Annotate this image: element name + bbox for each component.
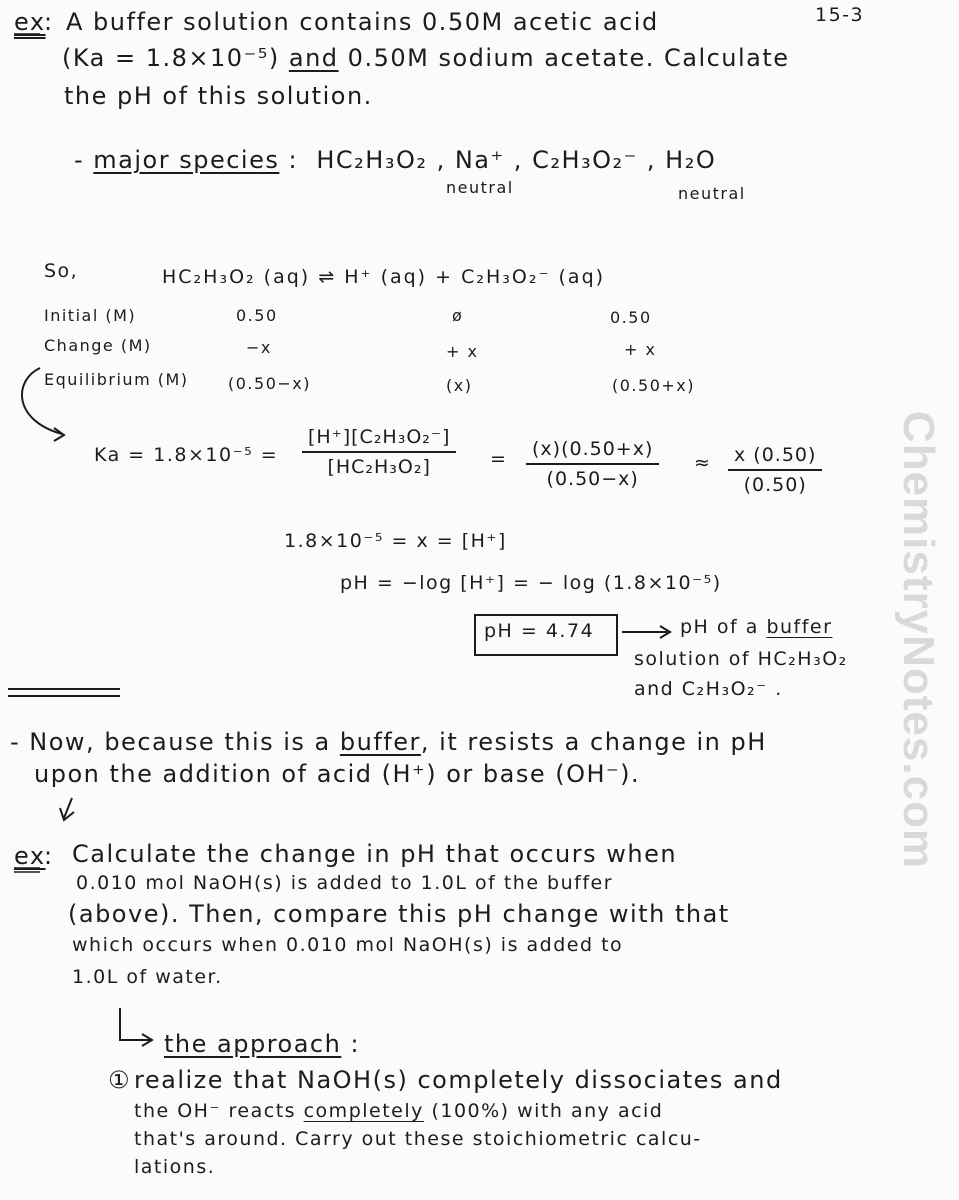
ice-cell: −x [246, 338, 272, 357]
buffer-note-line2: upon the addition of acid (H⁺) or base (OH⁻). [34, 760, 641, 788]
ka-fraction-approx: $\frac{x (0.50)}{(0.50)}$ [728, 444, 822, 496]
example1-line1: A buffer solution contains 0.50M acetic acid [66, 8, 659, 36]
solve-line1: 1.8×10⁻⁵ = x = [H⁺] [284, 530, 507, 552]
ka-fraction-ice: $\frac{(x)(0.50+x)}{(0.50-x)}$ [526, 438, 659, 490]
example2-line4: which occurs when 0.010 mol NaOH(s) is added to [72, 934, 624, 956]
page-number: 15-3 [815, 4, 865, 26]
answer-note-line3: and C₂H₃O₂⁻ . [634, 678, 783, 700]
example1-line3: the pH of this solution. [64, 82, 373, 110]
ice-row-label: Initial (M) [44, 306, 137, 325]
double-underline [14, 34, 40, 38]
example2-line2: 0.010 mol NaOH(s) is added to 1.0L of the buffer [76, 872, 614, 894]
approx-sign: ≈ [694, 452, 712, 474]
reaction-equation: HC₂H₃O₂ (aq) ⇌ H⁺ (aq) + C₂H₃O₂⁻ (aq) [162, 266, 606, 288]
ice-cell: (0.50+x) [612, 376, 695, 395]
example1-line2: (Ka = 1.8×10⁻⁵) and 0.50M sodium acetate. Calculate [62, 44, 790, 72]
ph-answer: pH = 4.74 [484, 620, 595, 642]
example2-line1: Calculate the change in pH that occurs when [72, 840, 678, 868]
ka-fraction-concentrations: $\frac{\text{[H⁺][C₂H₃O₂⁻]}}{\text{[HC₂H₃O₂]}}$ [302, 426, 456, 478]
ice-row-label: Equilibrium (M) [44, 370, 189, 389]
neutral-note-water: neutral [678, 184, 746, 203]
solve-line2: pH = −log [H⁺] = − log (1.8×10⁻⁵) [340, 572, 722, 594]
ice-cell: 0.50 [610, 308, 652, 327]
example-label: ex [14, 842, 46, 870]
approach-line2: the OH⁻ reacts completely (100%) with any acid [134, 1100, 664, 1122]
ice-cell: + x [624, 340, 657, 359]
buffer-note-line1: - Now, because this is a buffer, it resists a change in pH [10, 728, 767, 756]
ka-lhs: Ka = 1.8×10⁻⁵ = [94, 444, 279, 466]
watermark: ChemistryNotes.com [894, 410, 943, 870]
approach-label: the approach : [164, 1030, 361, 1058]
equals-sign: = [490, 448, 508, 470]
answer-note-line1: pH of a buffer [680, 616, 833, 638]
ice-cell: (x) [446, 376, 473, 395]
approach-line4: lations. [134, 1156, 216, 1178]
ice-cell: 0.50 [236, 306, 278, 325]
major-species-line: - major species : HC₂H₃O₂ , Na⁺ , C₂H₃O₂⁻ , H₂O [74, 146, 717, 174]
approach-line3: that's around. Carry out these stoichiometric calcu- [134, 1128, 702, 1150]
example2-line5: 1.0L of water. [72, 966, 223, 988]
neutral-note-na: neutral [446, 178, 514, 197]
step-number: ① [108, 1066, 132, 1094]
ice-cell: ø [452, 306, 464, 325]
approach-line1: realize that NaOH(s) completely dissociates and [134, 1066, 783, 1094]
answer-note-line2: solution of HC₂H₃O₂ [634, 648, 848, 670]
example2-line3: (above). Then, compare this pH change with that [68, 900, 730, 928]
ice-cell: (0.50−x) [228, 374, 311, 393]
so-label: So, [44, 260, 79, 282]
double-underline [14, 868, 40, 872]
ice-row-label: Change (M) [44, 336, 152, 355]
example-label: ex [14, 8, 46, 36]
curved-arrow-icon [22, 368, 62, 434]
ice-cell: + x [446, 342, 479, 361]
